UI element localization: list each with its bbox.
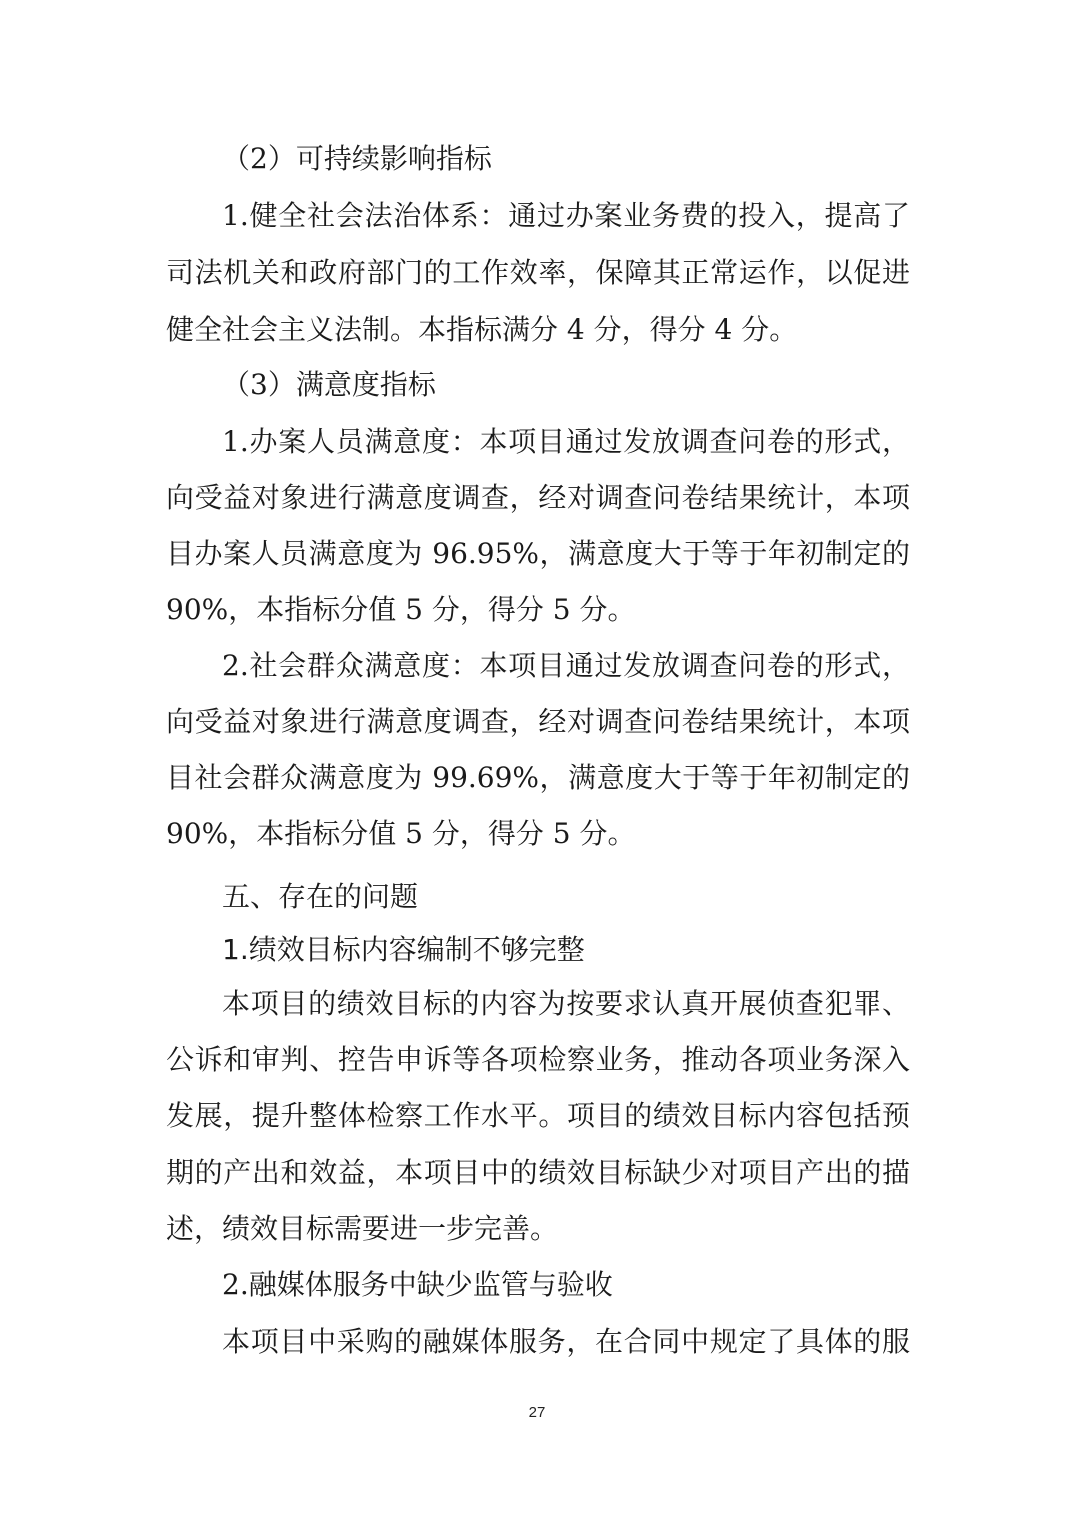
paragraph-line: 期的产出和效益，本项目中的绩效目标缺少对项目产出的描 xyxy=(166,1156,910,1189)
paragraph-line: 目社会群众满意度为 99.69%，满意度大于等于年初制定的 xyxy=(166,761,910,794)
page-number: 27 xyxy=(528,1404,546,1421)
paragraph-line: 向受益对象进行满意度调查，经对调查问卷结果统计，本项 xyxy=(166,481,910,514)
paragraph-line: 公诉和审判、控告申诉等各项检察业务，推动各项业务深入 xyxy=(166,1043,910,1076)
paragraph-line: 司法机关和政府部门的工作效率，保障其正常运作，以促进 xyxy=(166,256,910,289)
subsection-heading-satisfaction: （3）满意度指标 xyxy=(222,368,436,401)
paragraph-line: 1.办案人员满意度：本项目通过发放调查问卷的形式， xyxy=(222,425,910,458)
problem-heading-2: 2.融媒体服务中缺少监管与验收 xyxy=(222,1268,613,1301)
paragraph-line: 目办案人员满意度为 96.95%，满意度大于等于年初制定的 xyxy=(166,537,910,570)
paragraph-line: 本项目中采购的融媒体服务，在合同中规定了具体的服 xyxy=(222,1325,910,1358)
problem-heading-1: 1.绩效目标内容编制不够完整 xyxy=(222,933,585,966)
paragraph-line: 发展，提升整体检察工作水平。项目的绩效目标内容包括预 xyxy=(166,1099,910,1132)
paragraph-line: 90%，本指标分值 5 分，得分 5 分。 xyxy=(166,593,636,626)
subsection-heading-sustainability: （2）可持续影响指标 xyxy=(222,142,492,175)
paragraph-line: 90%，本指标分值 5 分，得分 5 分。 xyxy=(166,817,636,850)
paragraph-line: 向受益对象进行满意度调查，经对调查问卷结果统计，本项 xyxy=(166,705,910,738)
paragraph-line: 本项目的绩效目标的内容为按要求认真开展侦查犯罪、 xyxy=(222,987,910,1020)
paragraph-line: 述，绩效目标需要进一步完善。 xyxy=(166,1212,559,1245)
section-heading-problems: 五、存在的问题 xyxy=(222,880,419,913)
paragraph-line: 1.健全社会法治体系：通过办案业务费的投入，提高了 xyxy=(222,199,910,232)
paragraph-line: 2.社会群众满意度：本项目通过发放调查问卷的形式， xyxy=(222,649,910,682)
paragraph-line: 健全社会主义法制。本指标满分 4 分，得分 4 分。 xyxy=(166,313,798,346)
